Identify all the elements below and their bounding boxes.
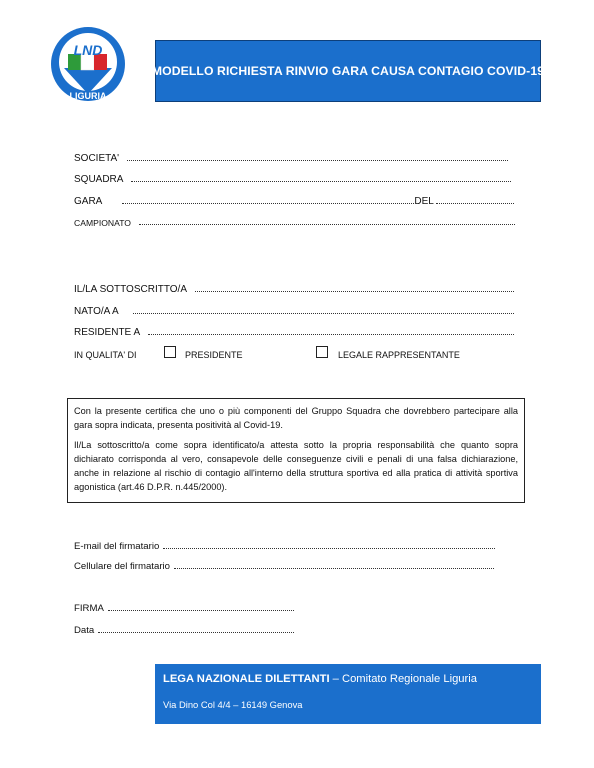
- qualita-label: IN QUALITA' DI: [74, 350, 137, 360]
- certification-paragraph-2: Il/La sottoscritto/a come sopra identificato/a attesta sotto la propria responsabilità che quanto sopra dichiarato corrisponda al vero, consapevole delle conseguenze civili e penali di una falsa dichiarazione, anche in relazione al rischio di contagio all'interno della struttura sportiva ed alla pratica di attività sportiva agonistica (art.46 D.P.R. n.445/2000).: [74, 440, 518, 492]
- email-row: [74, 538, 495, 552]
- data-label: Data: [74, 625, 95, 636]
- footer-org: [163, 673, 477, 685]
- gara-field[interactable]: [122, 202, 414, 204]
- footer-org-suffix: – Comitato Regionale Liguria: [329, 673, 477, 685]
- cellulare-label: Cellulare del firmatario: [74, 561, 170, 572]
- nato-label: NATO/A A: [74, 306, 119, 317]
- lnd-liguria-logo: [50, 24, 126, 108]
- societa-field[interactable]: [127, 159, 508, 161]
- sottoscritto-field[interactable]: [195, 290, 514, 292]
- sottoscritto-label: IL/LA SOTTOSCRITTO/A: [74, 284, 187, 295]
- del-field[interactable]: [436, 202, 514, 204]
- certification-box: [67, 398, 525, 503]
- logo-text: LND: [73, 42, 103, 58]
- nato-field[interactable]: [133, 312, 514, 314]
- gara-row: [74, 193, 514, 207]
- footer-address: Via Dino Col 4/4 – 16149 Genova: [163, 699, 303, 710]
- legale-checkbox[interactable]: [316, 346, 328, 358]
- squadra-field[interactable]: [131, 180, 511, 182]
- campionato-label: CAMPIONATO: [74, 218, 131, 228]
- presidente-checkbox[interactable]: [164, 346, 176, 358]
- data-row: [74, 622, 294, 636]
- societa-row: [74, 150, 508, 164]
- residente-label: RESIDENTE A: [74, 327, 141, 338]
- data-field[interactable]: [98, 631, 294, 633]
- gara-label: GARA: [74, 196, 103, 207]
- squadra-label: SQUADRA: [74, 174, 124, 185]
- squadra-row: [74, 171, 511, 185]
- logo-region: LIGURIA: [69, 91, 107, 101]
- email-label: E-mail del firmatario: [74, 541, 160, 552]
- firma-row: [74, 600, 294, 614]
- footer-org-name: LEGA NAZIONALE DILETTANTI: [163, 673, 330, 685]
- residente-field[interactable]: [148, 333, 514, 335]
- residente-row: [74, 324, 514, 338]
- campionato-row: [74, 214, 515, 228]
- page-title: MODELLO RICHIESTA RINVIO GARA CAUSA CONTAGIO COVID-19: [151, 64, 545, 78]
- nato-row: [74, 303, 514, 317]
- qualita-row: [74, 346, 514, 362]
- footer-banner: [155, 664, 541, 724]
- firma-field[interactable]: [108, 609, 294, 611]
- email-field[interactable]: [163, 547, 495, 549]
- del-label: DEL: [414, 196, 434, 207]
- certification-paragraph-1: Con la presente certifica che uno o più componenti del Gruppo Squadra che dovrebbero partecipare alla gara sopra indicata, presenta positività al Covid-19.: [74, 406, 518, 430]
- cellulare-field[interactable]: [174, 567, 494, 569]
- presidente-label: PRESIDENTE: [185, 350, 243, 360]
- legale-label: LEGALE RAPPRESENTANTE: [338, 350, 460, 360]
- cellulare-row: [74, 558, 494, 572]
- header-banner: [151, 40, 545, 102]
- sottoscritto-row: [74, 281, 514, 295]
- campionato-field[interactable]: [139, 223, 515, 225]
- firma-label: FIRMA: [74, 603, 104, 614]
- societa-label: SOCIETA': [74, 153, 120, 164]
